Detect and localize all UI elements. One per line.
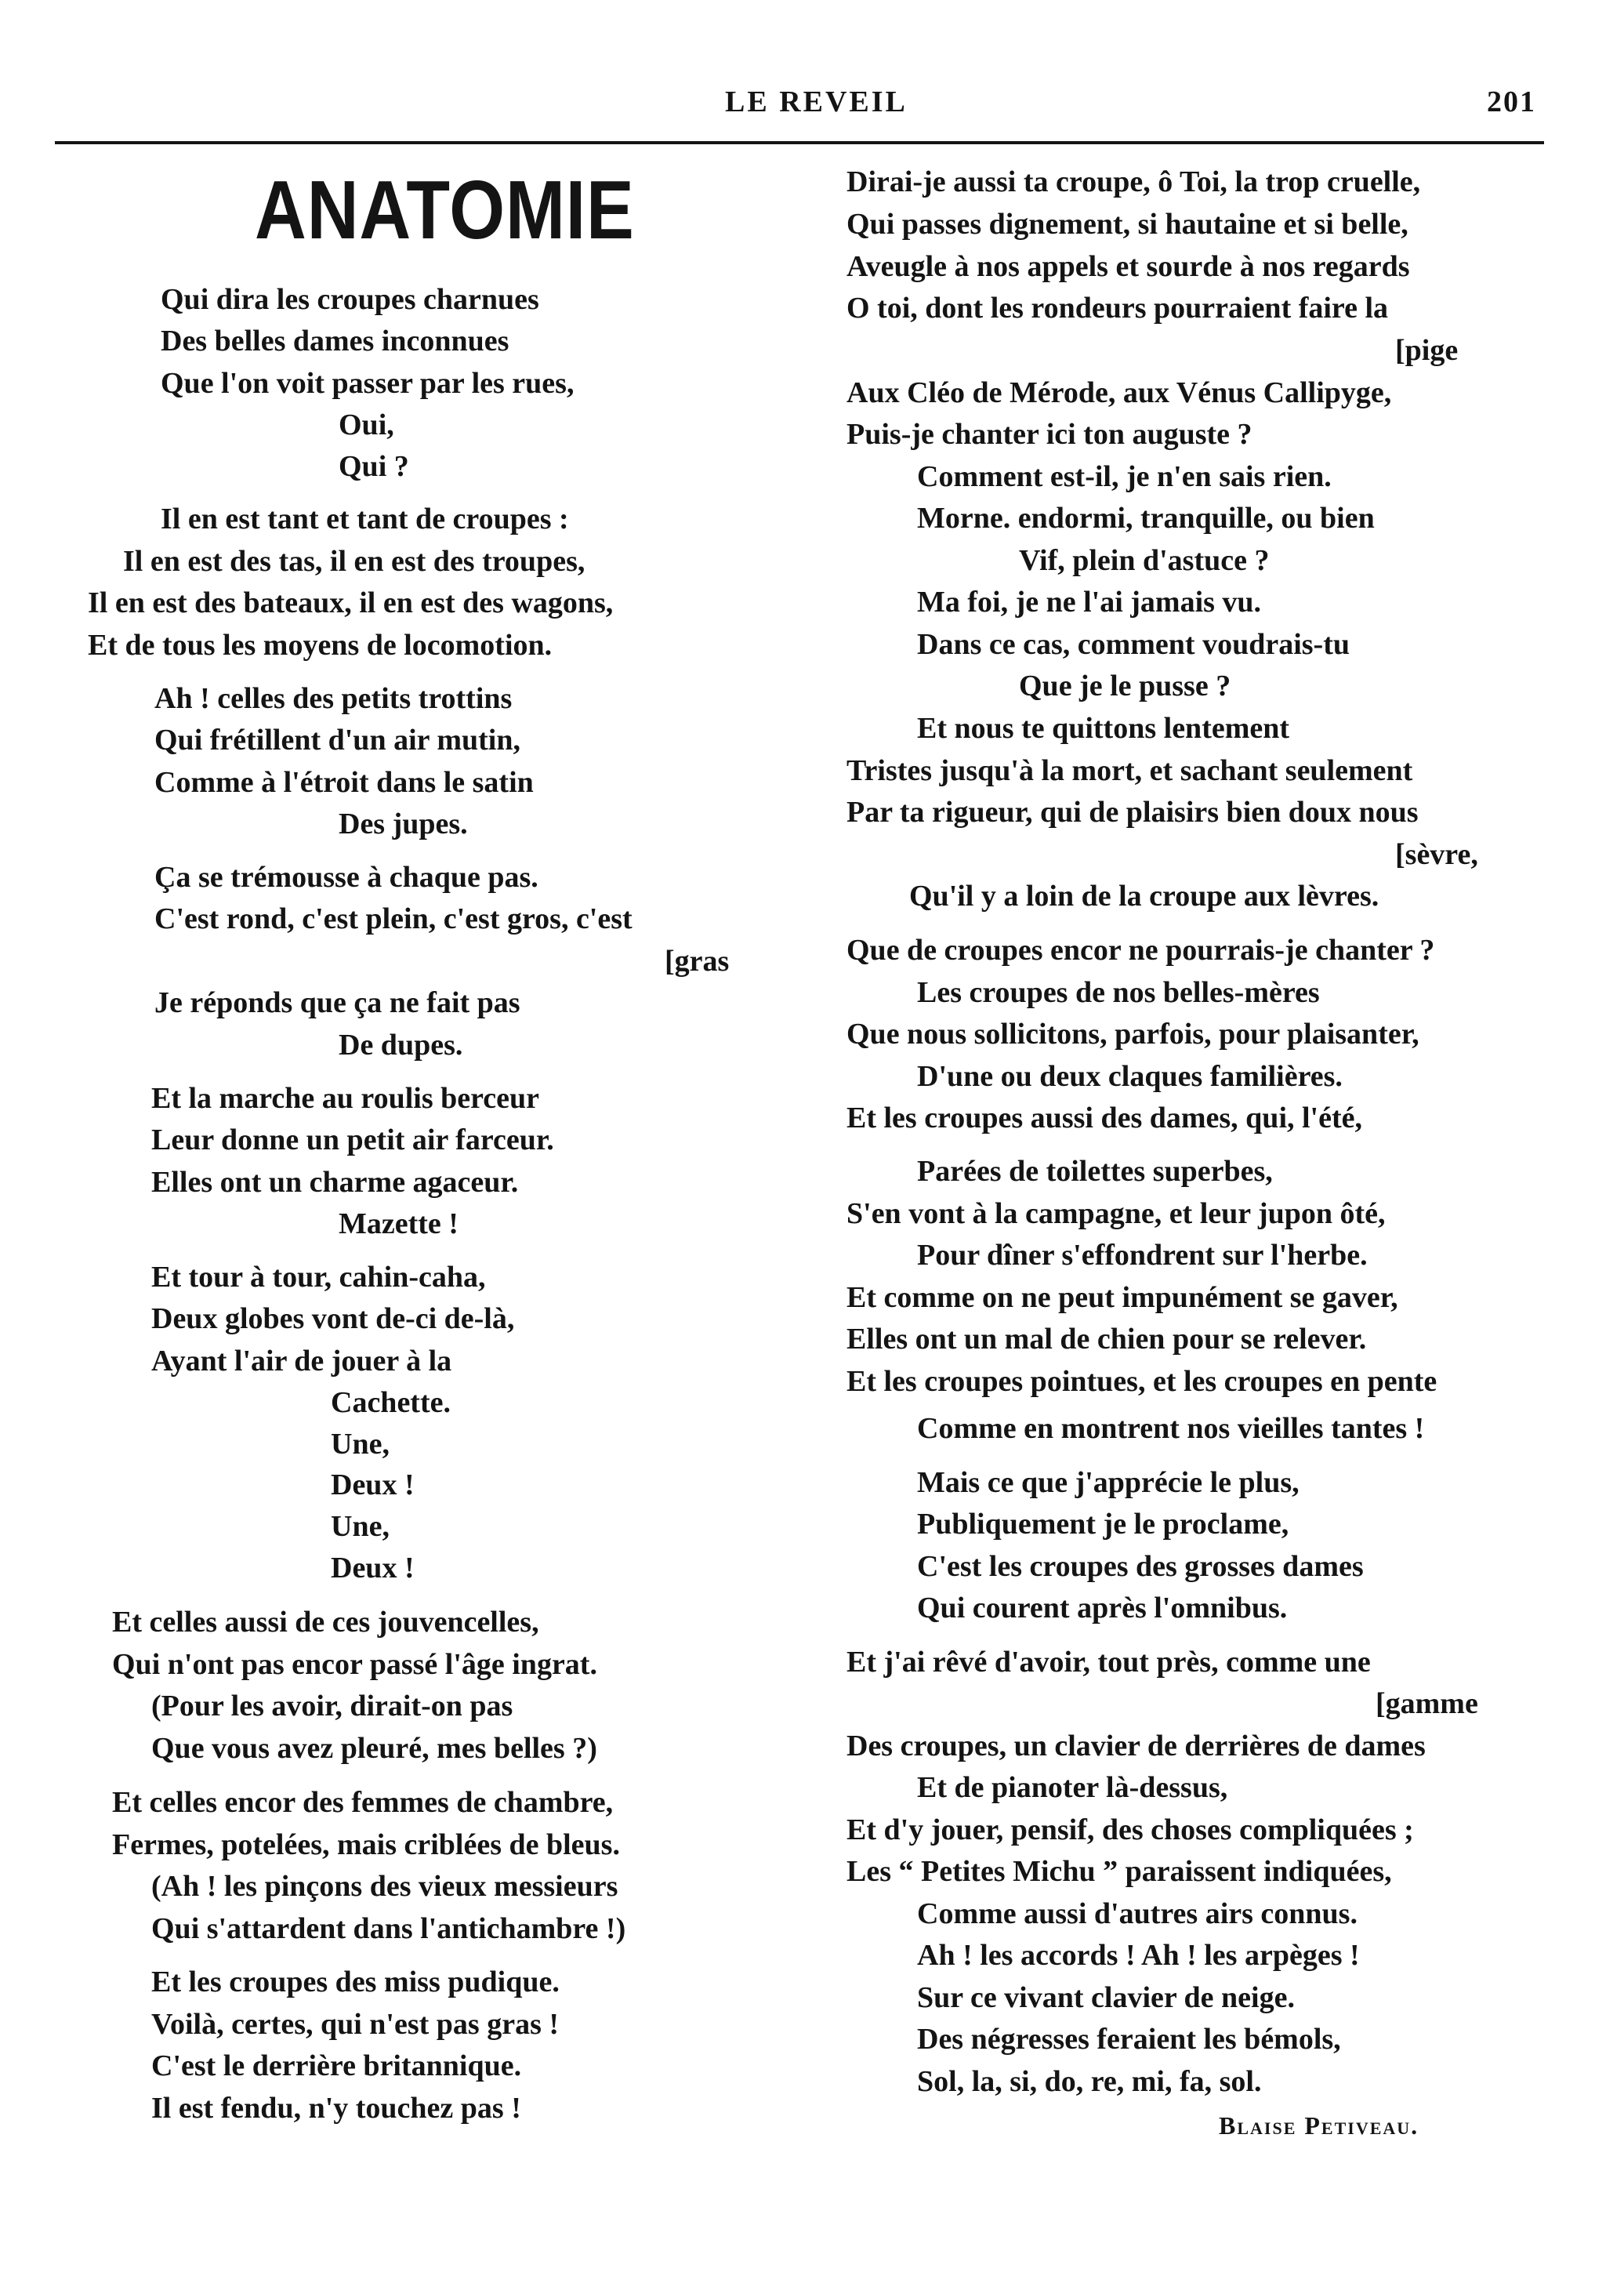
left-verse-line: Mazette !: [339, 1207, 459, 1240]
left-verse-line: Qui s'attardent dans l'antichambre !): [151, 1912, 626, 1945]
right-verse-line: Parées de toilettes superbes,: [917, 1155, 1273, 1188]
right-verse-line: Et j'ai rêvé d'avoir, tout près, comme une: [846, 1646, 1371, 1679]
right-verse-line: Publiquement je le proclame,: [917, 1508, 1289, 1541]
left-verse-line: Et la marche au roulis berceur: [151, 1082, 540, 1115]
left-verse-line: Une,: [331, 1510, 390, 1543]
left-verse-line: Elles ont un charme agaceur.: [151, 1166, 519, 1199]
right-verse-line: Qu'il y a loin de la croupe aux lèvres.: [909, 880, 1379, 913]
right-verse-line: Puis-je chanter ici ton auguste ?: [846, 418, 1252, 451]
right-verse-line: Elles ont un mal de chien pour se relever.: [846, 1323, 1367, 1356]
left-verse-line: Deux !: [331, 1468, 415, 1501]
right-verse-line: [sèvre,: [1395, 838, 1478, 871]
right-verse-line: Qui passes dignement, si hautaine et si belle,: [846, 208, 1408, 241]
right-verse-line: D'une ou deux claques familières.: [917, 1060, 1343, 1093]
left-verse-line: [gras: [665, 945, 730, 978]
left-verse-line: Ayant l'air de jouer à la: [151, 1345, 452, 1378]
right-verse-line: Les croupes de nos belles-mères: [917, 976, 1320, 1009]
left-verse-line: Et tour à tour, cahin-caha,: [151, 1261, 486, 1294]
left-verse-line: C'est rond, c'est plein, c'est gros, c'est: [154, 902, 633, 935]
right-verse-line: Et comme on ne peut impunément se gaver,: [846, 1281, 1398, 1314]
left-verse-line: Comme à l'étroit dans le satin: [154, 766, 534, 799]
left-verse-line: Des jupes.: [339, 808, 468, 840]
right-verse-line: Aux Cléo de Mérode, aux Vénus Callipyge,: [846, 376, 1392, 409]
left-verse-line: Fermes, potelées, mais criblées de bleus.: [112, 1828, 620, 1861]
right-verse-line: Sur ce vivant clavier de neige.: [917, 1981, 1295, 2014]
left-verse-line: Je réponds que ça ne fait pas: [154, 986, 520, 1019]
right-verse-line: Des négresses feraient les bémols,: [917, 2023, 1341, 2056]
right-verse-line: Les “ Petites Michu ” paraissent indiquées,: [846, 1855, 1392, 1888]
right-verse-line: Et les croupes pointues, et les croupes en pente: [846, 1365, 1437, 1398]
left-verse-line: Ça se trémousse à chaque pas.: [154, 861, 538, 894]
left-verse-line: Il en est des bateaux, il en est des wagons,: [88, 586, 614, 619]
right-verse-line: C'est les croupes des grosses dames: [917, 1550, 1364, 1583]
left-verse-line: Qui frétillent d'un air mutin,: [154, 724, 520, 757]
left-verse-line: (Pour les avoir, dirait-on pas: [151, 1690, 513, 1722]
right-verse-line: Et nous te quittons lentement: [917, 712, 1290, 745]
right-verse-line: Par ta rigueur, qui de plaisirs bien doux nous: [846, 796, 1419, 829]
left-verse-line: Et celles aussi de ces jouvencelles,: [112, 1606, 539, 1639]
right-verse-line: Et les croupes aussi des dames, qui, l'été,: [846, 1102, 1363, 1134]
right-verse-line: O toi, dont les rondeurs pourraient faire la: [846, 292, 1389, 325]
right-column: [815, 0, 1599, 2276]
right-verse-line: Ah ! les accords ! Ah ! les arpèges !: [917, 1939, 1360, 1972]
left-column: [0, 0, 807, 2276]
left-verse-line: Oui,: [339, 408, 394, 441]
left-verse-line: Des belles dames inconnues: [161, 325, 509, 358]
left-verse-line: Ah ! celles des petits trottins: [154, 682, 513, 715]
right-verse-line: Comme aussi d'autres airs connus.: [917, 1897, 1358, 1930]
right-verse-line: Morne. endormi, tranquille, ou bien: [917, 502, 1375, 535]
right-verse-line: Dans ce cas, comment voudrais-tu: [917, 628, 1350, 661]
left-verse-line: Et de tous les moyens de locomotion.: [88, 629, 553, 662]
left-verse-line: (Ah ! les pinçons des vieux messieurs: [151, 1870, 618, 1903]
left-verse-line: Il est fendu, n'y touchez pas !: [151, 2092, 521, 2125]
right-verse-line: S'en vont à la campagne, et leur jupon ôté,: [846, 1197, 1386, 1230]
right-verse-line: [pige: [1395, 334, 1459, 367]
left-verse-line: Voilà, certes, qui n'est pas gras !: [151, 2008, 560, 2041]
left-verse-line: Cachette.: [331, 1386, 451, 1419]
right-verse-line: Ma foi, je ne l'ai jamais vu.: [917, 586, 1262, 619]
left-verse-line: Et celles encor des femmes de chambre,: [112, 1786, 614, 1819]
right-verse-line: Pour dîner s'effondrent sur l'herbe.: [917, 1239, 1368, 1272]
author-signature: Blaise Petiveau.: [1219, 2111, 1419, 2140]
right-verse-line: Mais ce que j'apprécie le plus,: [917, 1466, 1300, 1499]
left-verse-line: Qui n'ont pas encor passé l'âge ingrat.: [112, 1648, 597, 1681]
running-head: LE REVEIL: [725, 85, 908, 118]
left-verse-line: C'est le derrière britannique.: [151, 2049, 522, 2082]
poem-title: ANATOMIE: [255, 164, 635, 256]
right-verse-line: Tristes jusqu'à la mort, et sachant seulement: [846, 754, 1413, 787]
left-verse-line: Qui ?: [339, 450, 409, 483]
left-verse-line: Que l'on voit passer par les rues,: [161, 367, 575, 400]
right-verse-line: [gamme: [1376, 1687, 1478, 1720]
right-verse-line: Comme en montrent nos vieilles tantes !: [917, 1412, 1425, 1445]
right-verse-line: Que je le pusse ?: [1019, 670, 1231, 702]
right-verse-line: Et de pianoter là-dessus,: [917, 1771, 1228, 1804]
right-verse-line: Que de croupes encor ne pourrais-je chanter ?: [846, 934, 1435, 967]
left-verse-line: Deux globes vont de-ci de-là,: [151, 1302, 515, 1335]
left-verse-line: Une,: [331, 1428, 390, 1461]
left-verse-line: De dupes.: [339, 1029, 463, 1062]
right-verse-line: Dirai-je aussi ta croupe, ô Toi, la trop cruelle,: [846, 165, 1421, 198]
left-verse-line: Deux !: [331, 1552, 415, 1584]
right-verse-line: Des croupes, un clavier de derrières de dames: [846, 1730, 1426, 1762]
right-verse-line: Qui courent après l'omnibus.: [917, 1592, 1288, 1624]
right-verse-line: Comment est-il, je n'en sais rien.: [917, 460, 1332, 493]
left-verse-line: Il en est des tas, il en est des troupes,: [123, 545, 585, 578]
left-verse-line: Il en est tant et tant de croupes :: [161, 503, 569, 535]
left-verse-line: Et les croupes des miss pudique.: [151, 1966, 560, 1998]
right-verse-line: Aveugle à nos appels et sourde à nos regards: [846, 250, 1410, 283]
left-verse-line: Que vous avez pleuré, mes belles ?): [151, 1732, 597, 1765]
page-number: 201: [1487, 85, 1536, 118]
right-verse-line: Que nous sollicitons, parfois, pour plaisanter,: [846, 1018, 1419, 1051]
right-verse-line: Et d'y jouer, pensif, des choses compliquées ;: [846, 1813, 1414, 1846]
left-verse-line: Leur donne un petit air farceur.: [151, 1123, 554, 1156]
right-verse-line: Vif, plein d'astuce ?: [1019, 544, 1270, 577]
right-verse-line: Sol, la, si, do, re, mi, fa, sol.: [917, 2065, 1262, 2098]
left-verse-line: Qui dira les croupes charnues: [161, 283, 539, 316]
